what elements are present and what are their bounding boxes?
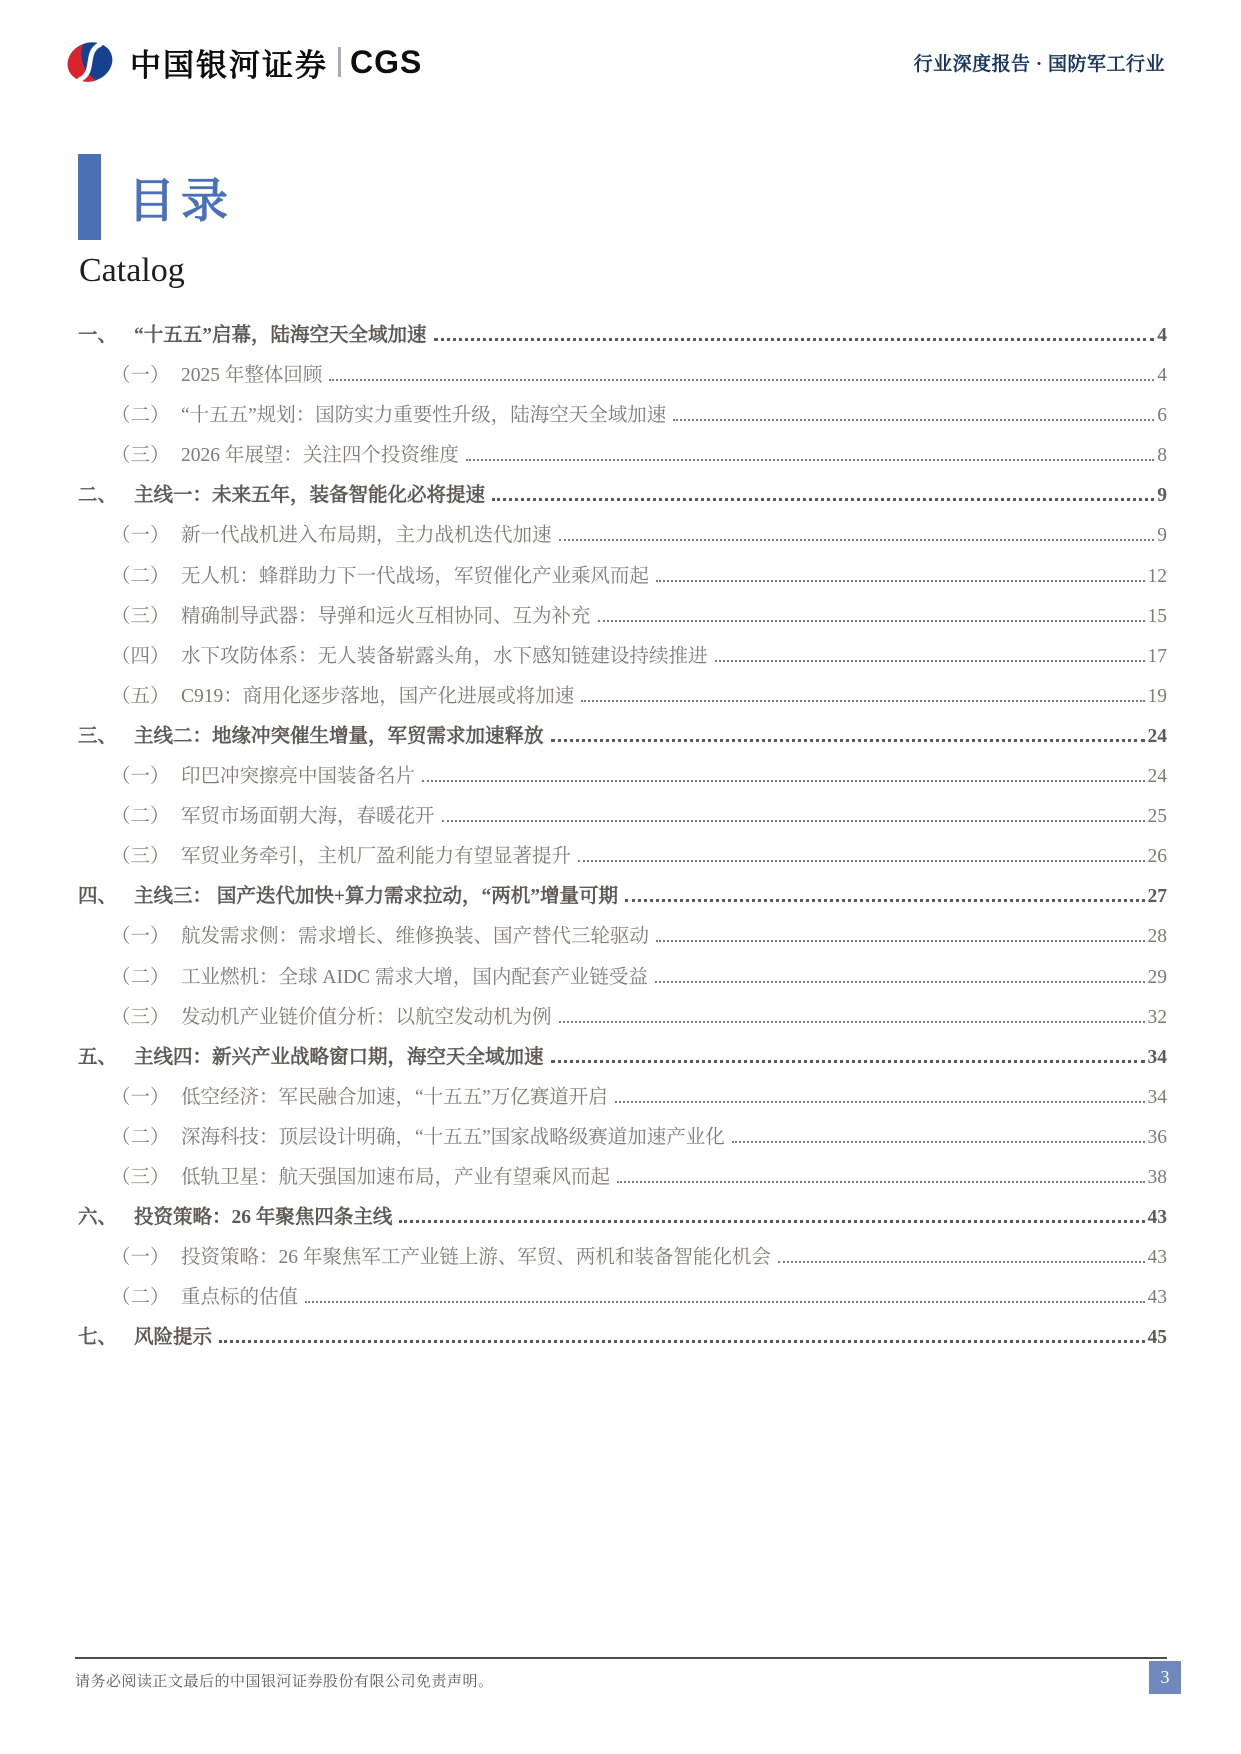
catalog-title-en: Catalog	[79, 252, 185, 289]
toc-item-title: 低空经济：军民融合加速，“十五五”万亿赛道开启	[181, 1086, 608, 1108]
catalog-title-block	[78, 154, 1241, 290]
page-footer	[75, 1657, 1170, 1691]
toc-item-title: 航发需求侧：需求增长、维修换装、国产替代三轮驱动	[181, 926, 650, 948]
page-header	[0, 0, 1241, 90]
toc-item-number: （二）	[111, 966, 170, 988]
toc-item-page: 9	[1157, 485, 1167, 507]
toc-leader-dots	[598, 619, 1145, 622]
toc-leader-dots	[617, 1180, 1144, 1183]
toc-item-page: 15	[1147, 605, 1167, 627]
toc-leader-dots	[466, 458, 1154, 461]
toc-item-number: 一、	[78, 325, 118, 346]
toc-item-title: 主线二：地缘冲突催生增量，军贸需求加速释放	[134, 725, 544, 747]
toc-item-title: 无人机：蜂群助力下一代战场，军贸催化产业乘风而起	[181, 565, 650, 587]
toc-item-title: 重点标的估值	[181, 1287, 299, 1309]
toc-leader-dots	[615, 1100, 1145, 1103]
toc-item-title: 低轨卫星：航天强国加速布局，产业有望乘风而起	[181, 1166, 611, 1188]
toc-item-number: （三）	[111, 605, 170, 627]
galaxy-swirl-icon	[62, 34, 130, 90]
toc-item-page: 24	[1147, 725, 1167, 747]
toc-item-page: 29	[1147, 966, 1167, 988]
toc-item-title: “十五五”启幕，陆海空天全域加速	[134, 325, 427, 346]
toc-item-number: （三）	[111, 1166, 170, 1188]
toc-leader-dots	[778, 1260, 1145, 1263]
toc-entry[interactable]	[78, 597, 1167, 637]
report-type-label: 行业深度报告 · 国防军工行业	[913, 53, 1165, 75]
toc-entry[interactable]	[78, 516, 1167, 556]
toc-item-number: （二）	[111, 806, 170, 828]
toc-entry[interactable]	[78, 797, 1167, 837]
disclaimer-text: 请务必阅读正文最后的中国银河证券股份有限公司免责声明。	[75, 1673, 494, 1690]
toc-item-number: （二）	[111, 565, 170, 587]
toc-item-title: 新一代战机进入布局期，主力战机迭代加速	[181, 525, 552, 547]
title-accent-bar	[78, 154, 101, 240]
toc-leader-dots	[656, 939, 1144, 942]
toc-item-page: 17	[1147, 645, 1167, 667]
toc-entry[interactable]	[78, 1078, 1167, 1118]
toc-item-number: 四、	[78, 886, 118, 908]
toc-entry[interactable]	[78, 1038, 1167, 1078]
toc-entry[interactable]	[78, 1278, 1167, 1318]
toc-item-page: 43	[1147, 1207, 1167, 1229]
toc-leader-dots	[219, 1340, 1144, 1343]
toc-item-page: 38	[1147, 1166, 1167, 1188]
toc-leader-dots	[329, 378, 1154, 381]
toc-leader-dots	[732, 1140, 1145, 1143]
toc-leader-dots	[305, 1300, 1144, 1303]
toc-leader-dots	[625, 899, 1145, 902]
toc-item-title: C919：商用化逐步落地，国产化进展或将加速	[181, 685, 575, 707]
toc-item-title: 主线四：新兴产业战略窗口期，海空天全域加速	[134, 1046, 544, 1068]
toc-leader-dots	[422, 779, 1144, 782]
toc-leader-dots	[442, 819, 1145, 822]
toc-entry[interactable]	[78, 637, 1167, 677]
toc-leader-dots	[559, 1020, 1145, 1023]
toc-entry[interactable]	[78, 837, 1167, 877]
toc-item-page: 6	[1157, 405, 1167, 427]
toc-item-title: 投资策略：26 年聚焦军工产业链上游、军贸、两机和装备智能化机会	[181, 1247, 771, 1269]
toc-item-title: 投资策略：26 年聚焦四条主线	[134, 1207, 393, 1229]
toc-entry[interactable]	[78, 1118, 1167, 1158]
toc-item-title: 风险提示	[134, 1327, 213, 1349]
toc-item-number: （二）	[111, 405, 170, 427]
toc-item-page: 8	[1157, 445, 1167, 467]
toc-item-title: 2026 年展望：关注四个投资维度	[181, 445, 459, 467]
company-logo	[62, 34, 422, 90]
logo-divider	[338, 47, 341, 77]
toc-entry[interactable]	[78, 316, 1167, 356]
toc-list	[78, 316, 1167, 1358]
toc-leader-dots	[656, 579, 1144, 582]
toc-item-page: 27	[1147, 886, 1167, 908]
toc-entry[interactable]	[78, 677, 1167, 717]
toc-item-title: 主线一：未来五年，装备智能化必将提速	[134, 485, 486, 507]
toc-item-number: 六、	[78, 1207, 118, 1229]
toc-item-title: 深海科技：顶层设计明确，“十五五”国家战略级赛道加速产业化	[181, 1126, 725, 1148]
toc-leader-dots	[715, 659, 1145, 662]
toc-leader-dots	[551, 1060, 1145, 1063]
toc-item-number: 五、	[78, 1046, 118, 1068]
toc-item-number: （三）	[111, 1006, 170, 1028]
toc-item-number: （一）	[111, 1247, 170, 1269]
toc-item-number: （四）	[111, 645, 170, 667]
toc-item-number: （三）	[111, 846, 170, 868]
toc-item-page: 4	[1157, 365, 1167, 387]
toc-entry[interactable]	[78, 476, 1167, 516]
toc-entry[interactable]	[78, 998, 1167, 1038]
toc-item-page: 36	[1147, 1126, 1167, 1148]
toc-entry[interactable]	[78, 557, 1167, 597]
toc-item-number: （一）	[111, 365, 170, 387]
toc-leader-dots	[492, 498, 1154, 501]
toc-item-page: 45	[1147, 1327, 1167, 1349]
toc-item-title: 印巴冲突擦亮中国装备名片	[181, 766, 416, 788]
toc-item-page: 19	[1147, 685, 1167, 707]
toc-item-title: 军贸市场面朝大海，春暖花开	[181, 806, 435, 828]
toc-item-title: 精确制导武器：导弹和远火互相协同、互为补充	[181, 605, 591, 627]
catalog-title-cn: 目录	[128, 175, 234, 228]
toc-item-title: “十五五”规划：国防实力重要性升级，陆海空天全域加速	[181, 405, 667, 427]
logo-abbreviation: CGS	[350, 43, 423, 80]
toc-entry[interactable]	[78, 877, 1167, 917]
toc-item-page: 43	[1147, 1287, 1167, 1309]
toc-item-page: 43	[1147, 1247, 1167, 1269]
toc-entry[interactable]	[78, 1318, 1167, 1358]
toc-entry[interactable]	[78, 1158, 1167, 1198]
toc-leader-dots	[581, 699, 1144, 702]
page-number-badge: 3	[1149, 1661, 1181, 1694]
toc-entry[interactable]	[78, 958, 1167, 998]
toc-item-number: （五）	[111, 685, 170, 707]
toc-leader-dots	[673, 418, 1154, 421]
toc-item-number: （二）	[111, 1287, 170, 1309]
toc-item-page: 34	[1147, 1086, 1167, 1108]
toc-item-page: 25	[1147, 806, 1167, 828]
toc-item-title: 主线三： 国产迭代加快+算力需求拉动，“两机”增量可期	[134, 886, 618, 908]
toc-item-title: 工业燃机：全球 AIDC 需求大增，国内配套产业链受益	[181, 966, 648, 988]
toc-item-page: 28	[1147, 926, 1167, 948]
toc-item-number: （二）	[111, 1126, 170, 1148]
toc-entry[interactable]	[78, 917, 1167, 957]
toc-item-title: 2025 年整体回顾	[181, 365, 323, 387]
toc-entry[interactable]	[78, 1238, 1167, 1278]
logo-company-name: 中国银河证券	[130, 47, 328, 83]
toc-item-number: 二、	[78, 485, 118, 507]
toc-leader-dots	[434, 338, 1155, 341]
toc-item-number: （三）	[111, 445, 170, 467]
toc-item-page: 4	[1157, 325, 1167, 346]
toc-item-number: 三、	[78, 725, 118, 747]
toc-item-title: 水下攻防体系：无人装备崭露头角，水下感知链建设持续推进	[181, 645, 708, 667]
toc-entry[interactable]	[78, 757, 1167, 797]
toc-entry[interactable]	[78, 396, 1167, 436]
toc-leader-dots	[551, 739, 1145, 742]
toc-leader-dots	[655, 980, 1145, 983]
toc-item-number: （一）	[111, 525, 170, 547]
toc-leader-dots	[559, 538, 1155, 541]
toc-item-title: 发动机产业链价值分析：以航空发动机为例	[181, 1006, 552, 1028]
toc-leader-dots	[578, 859, 1144, 862]
toc-item-number: 七、	[78, 1327, 118, 1349]
toc-item-number: （一）	[111, 926, 170, 948]
toc-item-page: 12	[1147, 565, 1167, 587]
toc-item-number: （一）	[111, 1086, 170, 1108]
toc-item-page: 34	[1147, 1046, 1167, 1068]
toc-entry[interactable]	[78, 717, 1167, 757]
toc-entry[interactable]	[78, 436, 1167, 476]
toc-item-number: （一）	[111, 766, 170, 788]
toc-item-page: 24	[1147, 766, 1167, 788]
toc-item-page: 9	[1157, 525, 1167, 547]
toc-entry[interactable]	[78, 356, 1167, 396]
toc-item-page: 26	[1147, 846, 1167, 868]
toc-item-title: 军贸业务牵引，主机厂盈利能力有望显著提升	[181, 846, 572, 868]
toc-leader-dots	[399, 1220, 1144, 1223]
toc-item-page: 32	[1147, 1006, 1167, 1028]
toc-entry[interactable]	[78, 1198, 1167, 1238]
